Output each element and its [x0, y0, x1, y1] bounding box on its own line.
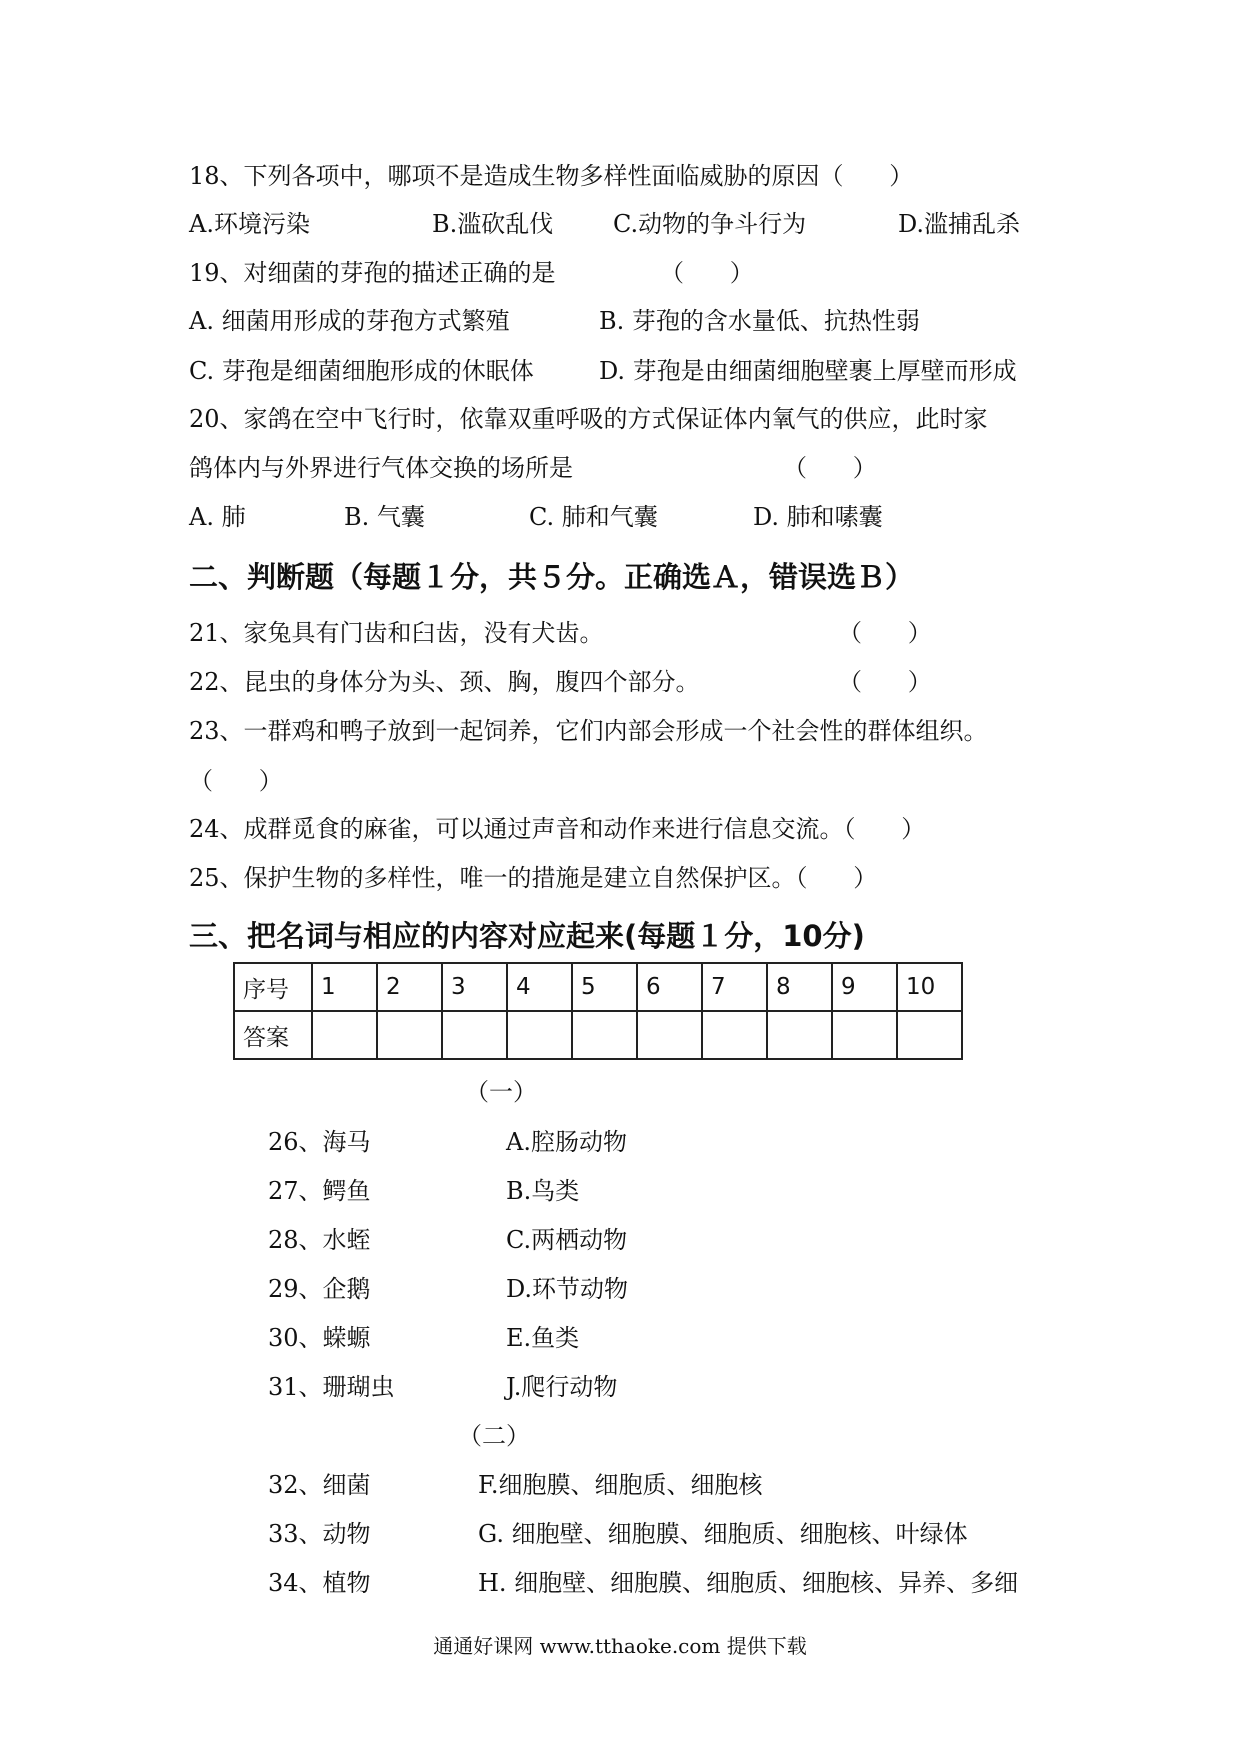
question-20-paren: （ ） — [783, 454, 877, 482]
match-left-32: 32、细菌 — [268, 1471, 371, 1499]
question-19-stem: 19、对细菌的芽孢的描述正确的是 — [189, 259, 556, 287]
answer-cell-7 — [702, 1011, 767, 1059]
match-left-31: 31、珊瑚虫 — [268, 1373, 395, 1401]
answer-cell-6 — [637, 1011, 702, 1059]
table-number-10: 10 — [897, 963, 962, 1011]
table-number-1: 1 — [312, 963, 377, 1011]
match-left-29: 29、企鹅 — [268, 1275, 371, 1303]
match-right-f: F.细胞膜、细胞质、细胞核 — [478, 1471, 763, 1499]
question-25: 25、保护生物的多样性，唯一的措施是建立自然保护区。（ ） — [189, 864, 878, 892]
section-3-title: 三、把名词与相应的内容对应起来(每题１分，10分) — [189, 919, 865, 953]
option-d: D. 芽孢是由细菌细胞壁裹上厚壁而形成 — [599, 357, 1017, 385]
table-answer-label: 答案 — [234, 1011, 312, 1059]
table-number-4: 4 — [507, 963, 572, 1011]
group-1-label: （一） — [465, 1078, 537, 1106]
question-20-options — [189, 502, 1069, 532]
table-number-2: 2 — [377, 963, 442, 1011]
table-number-8: 8 — [767, 963, 832, 1011]
match-right-b: B.鸟类 — [506, 1177, 580, 1205]
table-number-9: 9 — [832, 963, 897, 1011]
section-2-title: 二、判断题（每题１分，共５分。正确选Ａ，错误选Ｂ） — [189, 560, 915, 594]
match-right-h: H. 细胞壁、细胞膜、细胞质、细胞核、异养、多细 — [478, 1569, 1019, 1597]
option-b: B. 芽孢的含水量低、抗热性弱 — [599, 307, 920, 335]
question-18-options — [189, 209, 1069, 239]
match-right-e: E.鱼类 — [506, 1324, 580, 1352]
match-right-j: J.爬行动物 — [506, 1373, 618, 1401]
option-b: B. 气囊 — [344, 503, 425, 531]
match-right-c: C.两栖动物 — [506, 1226, 628, 1254]
table-row-numbers — [234, 963, 962, 1011]
table-number-3: 3 — [442, 963, 507, 1011]
option-b: B.滥砍乱伐 — [432, 210, 554, 238]
match-left-34: 34、植物 — [268, 1569, 371, 1597]
question-19-paren: （ ） — [660, 259, 754, 287]
match-left-30: 30、蝾螈 — [268, 1324, 371, 1352]
question-18-stem: 18、下列各项中，哪项不是造成生物多样性面临威胁的原因（ ） — [189, 162, 914, 190]
answer-cell-8 — [767, 1011, 832, 1059]
question-22: 22、昆虫的身体分为头、颈、胸，腹四个部分。 — [189, 668, 700, 696]
option-a: A. 细菌用形成的芽孢方式繁殖 — [189, 307, 510, 335]
option-a: A. 肺 — [189, 503, 246, 531]
question-21: 21、家兔具有门齿和臼齿，没有犬齿。 — [189, 619, 604, 647]
match-left-26: 26、海马 — [268, 1128, 371, 1156]
option-c: C. 芽孢是细菌细胞形成的休眠体 — [189, 357, 534, 385]
question-20-stem-line1: 20、家鸽在空中飞行时，依靠双重呼吸的方式保证体内氧气的供应，此时家 — [189, 405, 988, 433]
option-d: D.滥捕乱杀 — [898, 210, 1021, 238]
answer-table — [233, 962, 963, 1060]
question-21-paren: （ ） — [838, 619, 932, 647]
table-number-6: 6 — [637, 963, 702, 1011]
match-right-d: D.环节动物 — [506, 1275, 629, 1303]
question-24: 24、成群觅食的麻雀，可以通过声音和动作来进行信息交流。（ ） — [189, 815, 926, 843]
table-number-5: 5 — [572, 963, 637, 1011]
option-d: D. 肺和嗉囊 — [753, 503, 883, 531]
question-19-options-row1 — [189, 306, 1069, 336]
page-footer: 通通好课网 www.tthaoke.com 提供下载 — [433, 1634, 807, 1658]
answer-cell-3 — [442, 1011, 507, 1059]
question-23: 23、一群鸡和鸭子放到一起饲养，它们内部会形成一个社会性的群体组织。 — [189, 717, 988, 745]
question-19-options-row2 — [189, 356, 1069, 386]
question-22-paren: （ ） — [838, 668, 932, 696]
match-right-g: G. 细胞壁、细胞膜、细胞质、细胞核、叶绿体 — [478, 1520, 968, 1548]
question-20-stem-line2: 鸽体内与外界进行气体交换的场所是 — [189, 454, 573, 482]
match-left-28: 28、水蛭 — [268, 1226, 371, 1254]
option-a: A.环境污染 — [189, 210, 310, 238]
answer-cell-10 — [897, 1011, 962, 1059]
question-23-paren: （ ） — [189, 767, 283, 795]
table-row-answers — [234, 1011, 962, 1059]
answer-cell-5 — [572, 1011, 637, 1059]
answer-cell-9 — [832, 1011, 897, 1059]
answer-cell-4 — [507, 1011, 572, 1059]
match-left-33: 33、动物 — [268, 1520, 371, 1548]
answer-cell-1 — [312, 1011, 377, 1059]
table-header-label: 序号 — [234, 963, 312, 1011]
option-c: C.动物的争斗行为 — [613, 210, 807, 238]
table-number-7: 7 — [702, 963, 767, 1011]
match-right-a: A.腔肠动物 — [506, 1128, 627, 1156]
answer-cell-2 — [377, 1011, 442, 1059]
match-left-27: 27、鳄鱼 — [268, 1177, 371, 1205]
option-c: C. 肺和气囊 — [529, 503, 658, 531]
group-2-label: （二） — [458, 1422, 530, 1450]
